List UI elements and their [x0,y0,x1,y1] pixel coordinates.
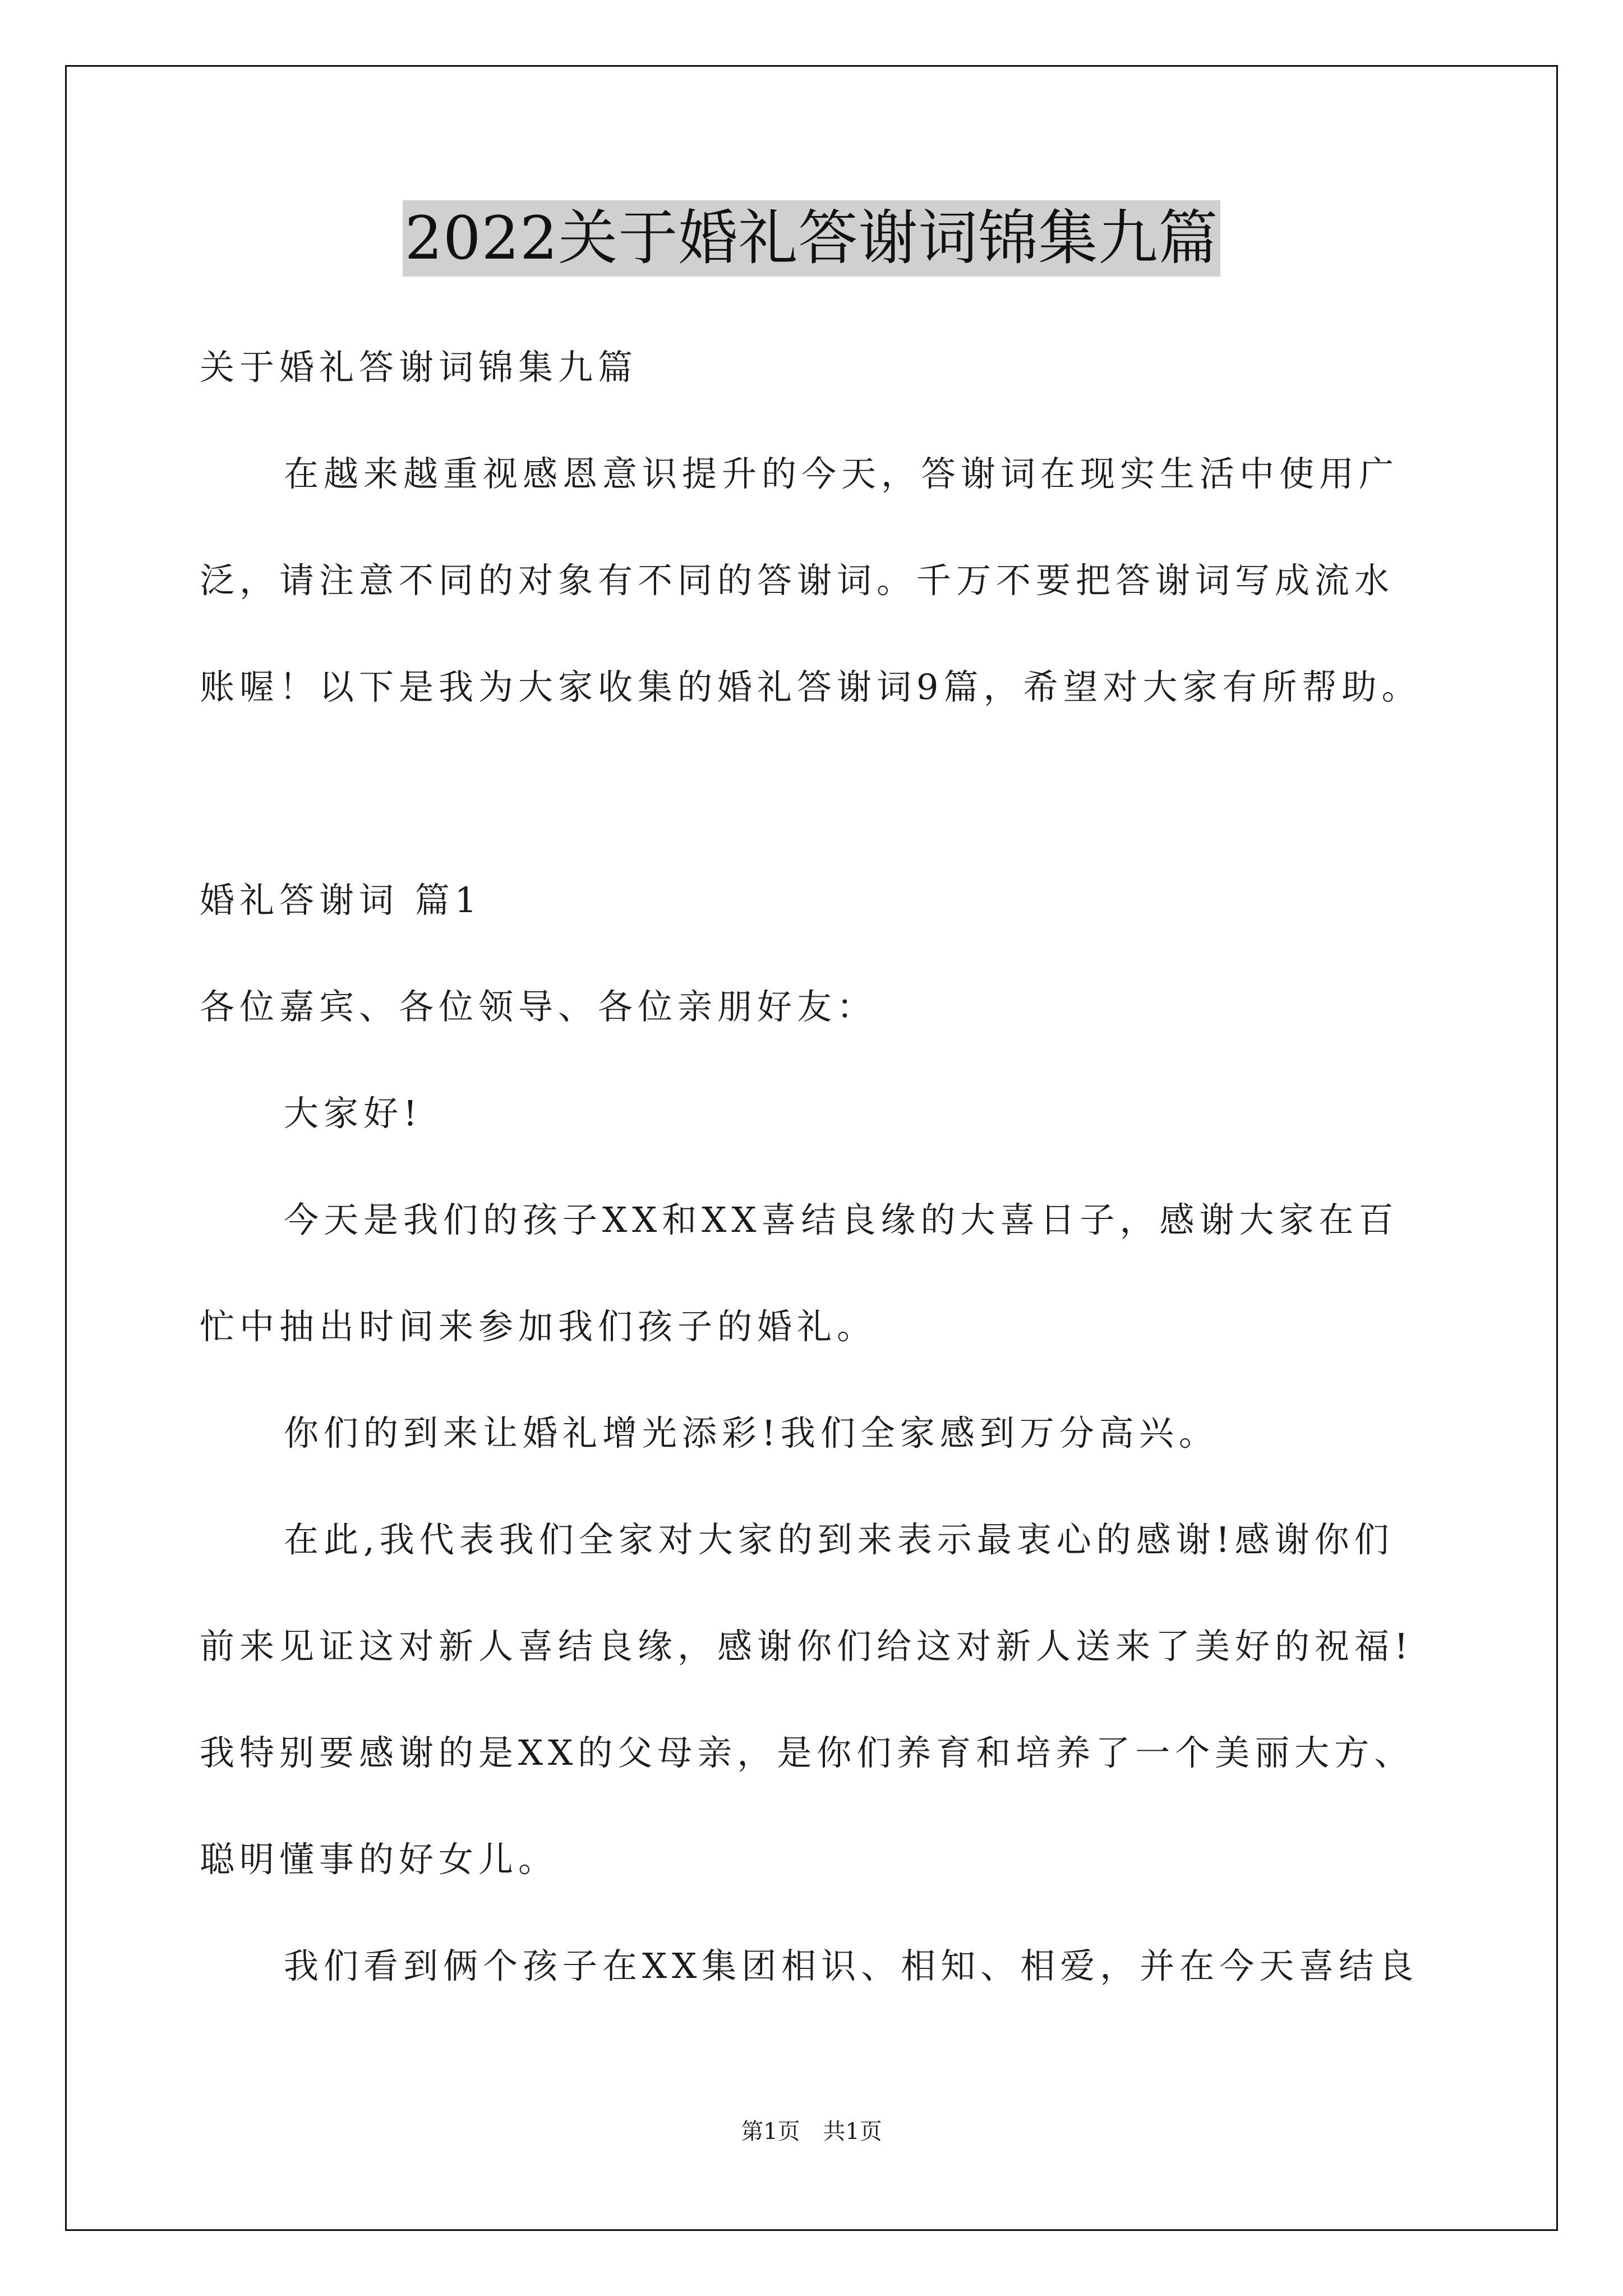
paragraph-line: 我特别要感谢的是XX的父母亲，是你们养育和培养了一个美丽大方、 [200,1732,1414,1773]
page-total: 共1页 [823,2119,882,2145]
paragraph-line: 我们看到俩个孩子在XX集团相识、相知、相爱，并在今天喜结良 [284,1945,1419,1986]
paragraph-line: 在此,我代表我们全家对大家的到来表示最衷心的感谢!感谢你们 [284,1519,1394,1560]
paragraph-line: 今天是我们的孩子XX和XX喜结良缘的大喜日子，感谢大家在百 [284,1199,1399,1240]
title-container [0,200,1623,277]
subtitle-line: 关于婚礼答谢词锦集九篇 [200,347,638,388]
page-number: 第1页 [741,2119,800,2145]
salutation-line: 各位嘉宾、各位领导、各位亲朋好友： [200,986,877,1027]
blank-line [200,740,1433,847]
paragraph-line: 泛，请注意不同的对象有不同的答谢词。千万不要把答谢词写成流水 [200,560,1395,601]
paragraph-line: 忙中抽出时间来参加我们孩子的婚礼。 [200,1306,877,1347]
greeting-line: 大家好! [284,1093,422,1134]
section-heading: 婚礼答谢词 篇1 [200,880,482,921]
paragraph-line: 在越来越重视感恩意识提升的今天，答谢词在现实生活中使用广 [284,453,1399,494]
paragraph-line: 聪明懂事的好女儿。 [200,1839,559,1880]
paragraph-line: 你们的到来让婚礼增光添彩!我们全家感到万分高兴。 [284,1412,1219,1453]
page-footer [0,2115,1623,2148]
document-body [200,314,1433,2019]
paragraph-line: 前来见证这对新人喜结良缘，感谢你们给这对新人送来了美好的祝福! [200,1626,1413,1667]
document-title: 2022关于婚礼答谢词锦集九篇 [403,200,1221,277]
paragraph-line: 账喔！以下是我为大家收集的婚礼答谢词9篇，希望对大家有所帮助。 [200,666,1422,707]
